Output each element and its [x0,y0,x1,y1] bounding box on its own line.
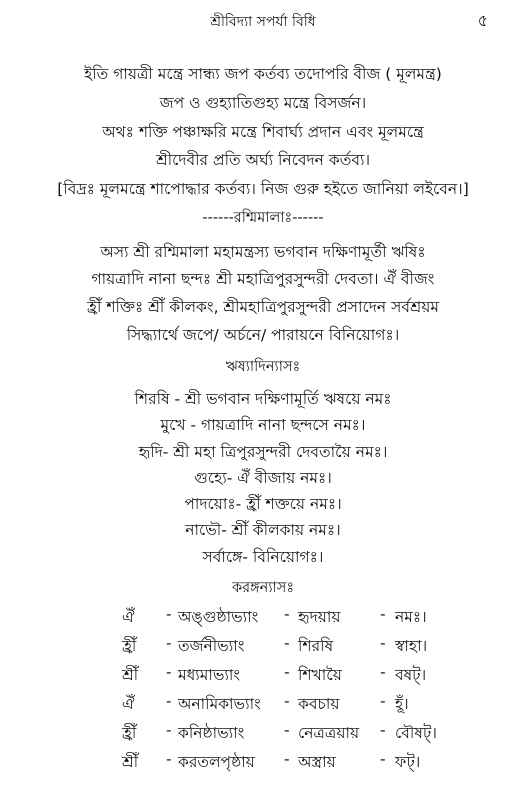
bija-syllable: হ্রীঁ [122,637,137,655]
bija-syllable: ঐঁ [122,695,135,713]
jati-word: বষট্। [395,666,427,684]
karanyasa-row [0,750,526,774]
rishyadi-line: সর্বাঙ্গে- বিনিয়োগঃ। [202,548,324,566]
rishyadi-line: হৃদি- শ্রী মহা ত্রিপুরসুন্দরী দেবতায়ৈ নমঃ। [138,443,388,461]
rishyadi-line: পাদয়োঃ- হ্রীঁ শক্তয়ে নমঃ। [184,495,342,513]
jati-word: ফট্। [395,753,421,771]
separator-dash: - [284,663,290,681]
karanyasa-row [0,721,526,745]
karanyasa-row [0,692,526,716]
rishyadi-line: গুহ্যে- ঐঁ বীজায় নমঃ। [194,469,332,487]
bija-syllable: হ্রীঁ [122,724,137,742]
finger-name: মধ্যমাভ্যাং [178,666,241,684]
rishyadi-line: মুখে - গায়ত্রাদি নানা ছন্দসে নমঃ। [160,416,366,434]
intro-line: জপ ও গুহ্যাতিগুহ্য মন্ত্রে বিসর্জন। [159,94,367,112]
anga-name: শিরষি [298,637,334,655]
rishyadi-heading: ঋষ্যাদিন্যাসঃ [225,359,301,375]
jati-word: বৌষট্। [395,724,437,742]
karanyasa-row [0,634,526,658]
separator-dash: - [380,750,386,768]
finger-name: তর্জনীভ্যাং [178,637,245,655]
jati-word: নমঃ। [395,608,427,626]
separator-dash: - [166,634,172,652]
separator-dash: - [166,605,172,623]
separator-dash: - [166,721,172,739]
separator-dash: - [166,692,172,710]
separator-dash: - [380,663,386,681]
intro-line: শ্রীদেবীর প্রতি অর্ঘ্য নিবেদন কর্তব্য। [156,151,370,169]
anga-name: নেত্রত্রয়ায় [298,724,360,742]
anga-name: হৃদয়ায় [298,608,341,626]
rishyadi-line: শিরষি - শ্রী ভগবান দক্ষিণামূর্তি ঋষয়ে নমঃ [134,390,392,408]
bija-syllable: শ্রীঁ [122,666,139,684]
anga-name: অস্ত্রায় [298,753,336,771]
page-number: ৫ [477,11,488,30]
separator-dash: - [284,750,290,768]
intro-note: [বিদ্রঃ মূলমন্ত্রে শাপোদ্ধার কর্তব্য। নিজ গুরু হইতে জানিয়া লইবেন।] [57,180,469,198]
bija-syllable: শ্রীঁ [122,753,139,771]
separator-dash: - [284,692,290,710]
intro-line: ইতি গায়ত্রী মন্ত্রে সান্ধ্য জপ কর্তব্য তদোপরি বীজ ( মূলমন্ত্র) [84,65,442,83]
separator-dash: - [380,692,386,710]
jati-word: হূঁ। [395,695,409,713]
separator-dash: - [284,605,290,623]
anga-name: কবচায় [298,695,340,713]
viniyoga-line: হ্রীঁ শক্তিঃ শ্রীঁ কীলকং, শ্রীমহাত্রিপুরসুন্দরী প্রসাদেন সর্বশ্রয়ম [87,298,439,316]
finger-name: অনামিকাভ্যাং [178,695,261,713]
karanyasa-row [0,605,526,629]
separator-dash: - [284,634,290,652]
viniyoga-line: গায়ত্রাদি নানা ছন্দঃ শ্রী মহাত্রিপুরসুন্দরী দেবতা। ঐঁ বীজং [91,270,435,288]
anga-name: শিখায়ৈ [298,666,342,684]
section-title: ------রশ্মিমালাঃ------ [202,210,324,226]
finger-name: অঙ্গুষ্ঠাভ্যাং [178,608,259,626]
bija-syllable: ঐঁ [122,608,135,626]
viniyoga-line: সিদ্ধ্যার্থে জপে/ অর্চনে/ পারায়নে বিনিয়োগঃ। [126,326,400,344]
intro-line: অথঃ শক্তি পঞ্চাক্ষরি মন্ত্রে শিবার্ঘ্য প্রদান এবং মূলমন্ত্রে [102,123,424,141]
viniyoga-line: অস্য শ্রী রশ্মিমালা মহামন্ত্রস্য ভগবান দক্ষিণামূর্তী ঋষিঃ [100,243,426,261]
finger-name: করতলপৃষ্ঠায় [178,753,255,771]
separator-dash: - [166,663,172,681]
separator-dash: - [380,605,386,623]
separator-dash: - [166,750,172,768]
running-header-title: শ্রীবিদ্যা সপর্যা বিধি [210,14,316,30]
jati-word: স্বাহা। [395,637,428,655]
karanyasa-heading: করঙ্গন্যাসঃ [231,580,295,596]
karanyasa-row [0,663,526,687]
separator-dash: - [284,721,290,739]
separator-dash: - [380,721,386,739]
finger-name: কনিষ্ঠাভ্যাং [178,724,245,742]
separator-dash: - [380,634,386,652]
rishyadi-line: নাভৌ- শ্রীঁ কীলকায় নমঃ। [185,521,341,539]
